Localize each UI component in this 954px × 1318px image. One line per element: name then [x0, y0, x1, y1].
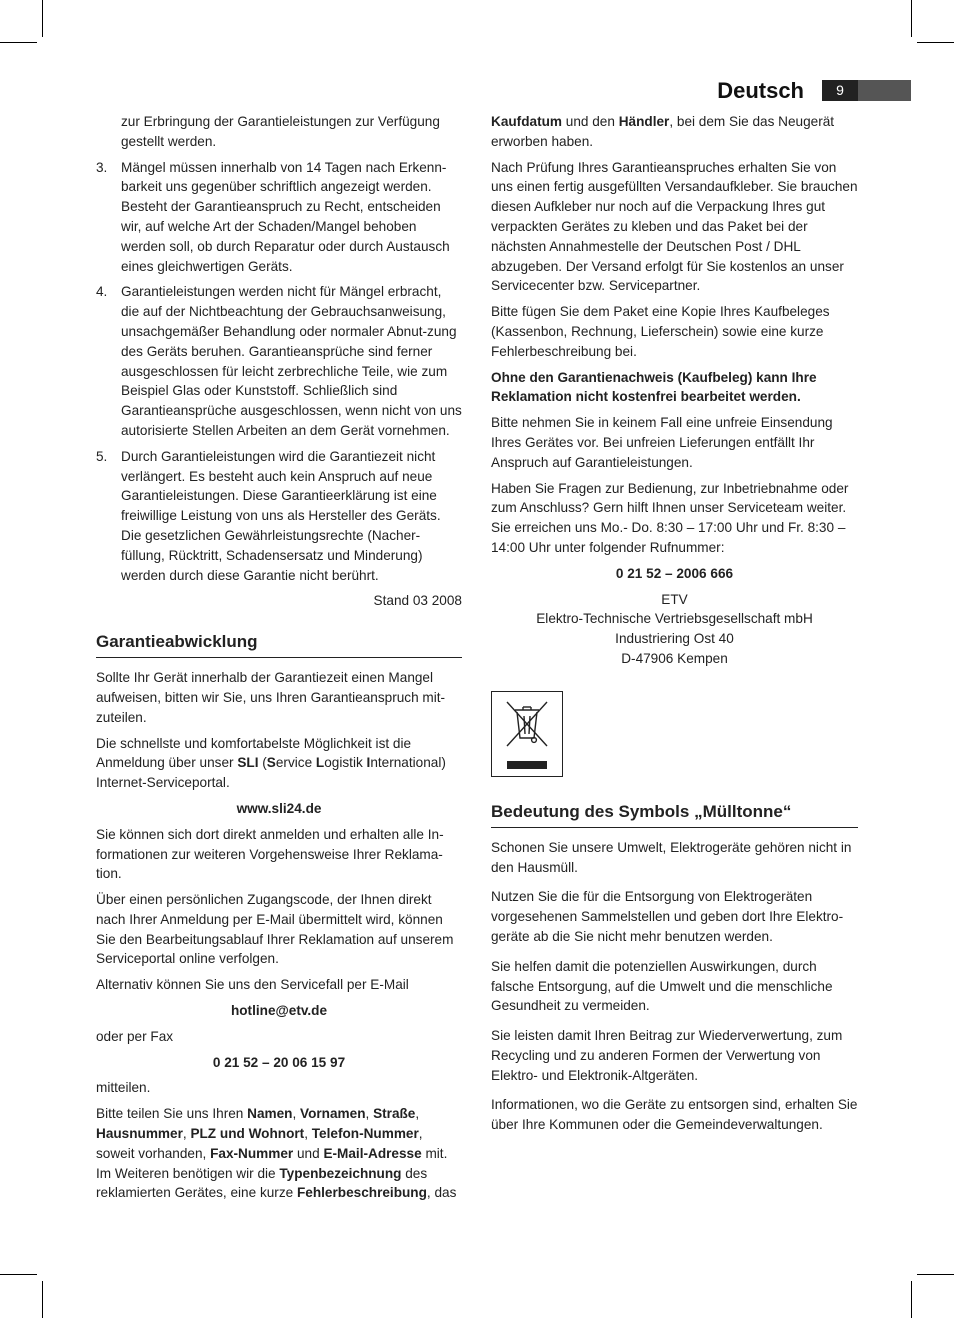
left-column: [96, 112, 462, 1209]
paragraph: Alternativ können Sie uns den Servicefall per E-Mail: [96, 977, 409, 993]
paragraph: Bitte nehmen Sie in keinem Fall eine unfreie Einsendung Ihres Gerätes vor. Bei unfreien Lieferungen entfällt Ihr Anspruch auf Garantieleistungen.: [491, 415, 833, 470]
header-bar: [858, 80, 911, 101]
paragraph: Kaufdatum und den Händler, bei dem Sie das Neugerät erworben haben.: [491, 114, 835, 149]
list-number: 5.: [96, 448, 108, 464]
address-line: ETV: [661, 591, 688, 607]
paragraph: mitteilen.: [96, 1080, 151, 1096]
paragraph: Sie leisten damit Ihren Beitrag zur Wiederverwertung, zum Recycling und zu anderen Formen der Verwertung von Elektro- und Elektronik-Altgeräten.: [491, 1028, 843, 1083]
paragraph: Die schnellste und komfortabelste Möglichkeit ist die Anmeldung über unser SLI (Service Logistik International) Internet-Serviceportal.: [96, 735, 446, 791]
crop-mark: [911, 0, 912, 37]
paragraph: Über einen persönlichen Zugangscode, der Ihnen direkt nach Ihrer Anmeldung per E-Mail übermittelt wird, können Sie den Bearbeitungsablauf Ihrer Reklamation auf unserem Serviceportal online verfolgen.: [96, 892, 454, 967]
stand-date: Stand 03 2008: [373, 593, 462, 609]
list-text: Garantieleistungen werden nicht für Mängel erbracht, die auf der Nichtbeachtung der Gebrauchsanweisung, unsachgemäßer Behandlung oder normaler Abnut-zung des Geräts beruhen. Garantieansprüche sind ferner ausgeschlossen für leicht zerbrechliche Teile, wie zum Beispiel Glas oder Kunststoff. Schließlich sind Garantieansprüche ausgeschlossen, wenn nicht von uns autorisierte Stellen Arbeiten an dem Gerät vornehmen.: [121, 284, 462, 438]
section-heading-garantieabwicklung: Garantieabwicklung: [96, 631, 462, 658]
crop-mark: [917, 42, 954, 43]
crop-mark: [42, 0, 43, 37]
list-number: 3.: [96, 159, 108, 175]
crop-mark: [42, 1281, 43, 1318]
list-item: [96, 447, 462, 586]
list-item: [96, 158, 462, 277]
weee-bar: [507, 761, 547, 769]
paragraph: Sie können sich dort direkt anmelden und erhalten alle In-formationen zur weiteren Vorgehensweise Ihrer Reklama-tion.: [96, 826, 444, 882]
paragraph-bold: Ohne den Garantienachweis (Kaufbeleg) kann Ihre Reklamation nicht kostenfrei bearbeitet werden.: [491, 369, 817, 405]
paragraph: Informationen, wo die Geräte zu entsorgen sind, erhalten Sie über Ihre Kommunen oder die Gemeindeverwaltungen.: [491, 1097, 858, 1133]
address-line: Elektro-Technische Vertriebsgesellschaft mbH: [536, 611, 813, 627]
email-link[interactable]: hotline@etv.de: [230, 1003, 328, 1019]
paragraph: Nach Prüfung Ihres Garantieanspruches erhalten Sie von uns einen fertig ausgefüllten Versandaufkleber. Sie brauchen diesen Aufkleber nur noch auf die Verpackung Ihres gut verpackten Gerätes zu kleben und das Paket bei der nächsten Annahmestelle der Deutschen Post / DHL abzugeben. Der Versand erfolgt für Sie kostenlos an unser Servicecenter bzw. Servicepartner.: [491, 159, 858, 294]
paragraph: Nutzen Sie die für die Entsorgung von Elektrogeräten vorgesehenen Sammelstellen und geben dort Ihre Elektro-geräte ab die Sie nicht mehr benutzen werden.: [491, 889, 844, 944]
service-phone: 0 21 52 – 2006 666: [615, 565, 734, 581]
paragraph: Bitte fügen Sie dem Paket eine Kopie Ihres Kaufbeleges (Kassenbon, Rechnung, Lieferschein) sowie eine kurze Fehlerbeschreibung bei.: [491, 304, 830, 359]
list-item: [96, 282, 462, 440]
crop-mark: [0, 42, 37, 43]
page-number: 9: [822, 80, 858, 101]
crop-mark: [0, 1274, 37, 1275]
right-column: [491, 112, 858, 1141]
paragraph: Haben Sie Fragen zur Bedienung, zur Inbetriebnahme oder zum Anschluss? Gern hilft Ihnen unser Serviceteam weiter. Sie erreichen uns Mo.- Do. 8:30 – 17:00 Uhr und Fr. 8:30 – 14:00 Uhr unter folgender Rufnummer:: [491, 480, 849, 555]
company-address: [491, 590, 858, 669]
crop-mark: [911, 1281, 912, 1318]
paragraph: Sollte Ihr Gerät innerhalb der Garantiezeit einen Mangel aufweisen, bitten wir Sie, uns Ihren Garantieanspruch mit-zuteilen.: [96, 670, 446, 725]
crop-mark: [917, 1274, 954, 1275]
address-line: Industriering Ost 40: [615, 631, 734, 647]
paragraph: Bitte teilen Sie uns Ihren Namen, Vornamen, Straße, Hausnummer, PLZ und Wohnort, Telefon-Nummer, soweit vorhanden, Fax-Nummer und E-Mail-Adresse mit. Im Weiteren benötigen wir die Typenbezeichnung des reklamierten Gerätes, eine kurze Fehlerbeschreibung, das: [96, 1106, 457, 1201]
list-number: 4.: [96, 284, 108, 300]
weee-symbol-box: [491, 691, 563, 777]
list-text: Durch Garantieleistungen wird die Garantiezeit nicht verlängert. Es besteht auch kein Anspruch auf neue Garantieleistungen. Diese Garantieerklärung ist eine freiwillige Leistung von uns als Hersteller des Geräts. Die gesetzlichen Gewährleistungsrechte (Nacher-füllung, Rücktritt, Schadensersatz und Minderung) werden durch diese Garantie nicht berührt.: [121, 448, 441, 583]
paragraph: Schonen Sie unsere Umwelt, Elektrogeräte gehören nicht in den Hausmüll.: [491, 839, 852, 875]
paragraph: oder per Fax: [96, 1028, 174, 1044]
address-line: D-47906 Kempen: [621, 650, 728, 666]
list-text: Mängel müssen innerhalb von 14 Tagen nach Erkenn-barkeit uns gegenüber schriftlich angezeigt werden. Besteht der Garantieanspruch zu Recht, entscheiden wir, auf welche Art der Schaden/Mangel behoben werden soll, ob durch Reparatur oder durch Austausch eines gleichwertigen Geräts.: [121, 159, 450, 274]
language-heading: Deutsch: [717, 78, 804, 103]
fax-number: 0 21 52 – 20 06 15 97: [212, 1054, 346, 1070]
crossed-out-wheelie-bin-icon: [501, 698, 553, 750]
intro-continuation: zur Erbringung der Garantieleistungen zur Verfügung gestellt werden.: [121, 114, 440, 149]
paragraph: Sie helfen damit die potenziellen Auswirkungen, durch falsche Entsorgung, auf die Umwelt und die menschliche Gesundheit zu vermeiden.: [491, 958, 833, 1014]
website-link[interactable]: www.sli24.de: [236, 800, 322, 816]
section-heading-muelltonne: Bedeutung des Symbols „Mülltonne“: [491, 801, 858, 828]
